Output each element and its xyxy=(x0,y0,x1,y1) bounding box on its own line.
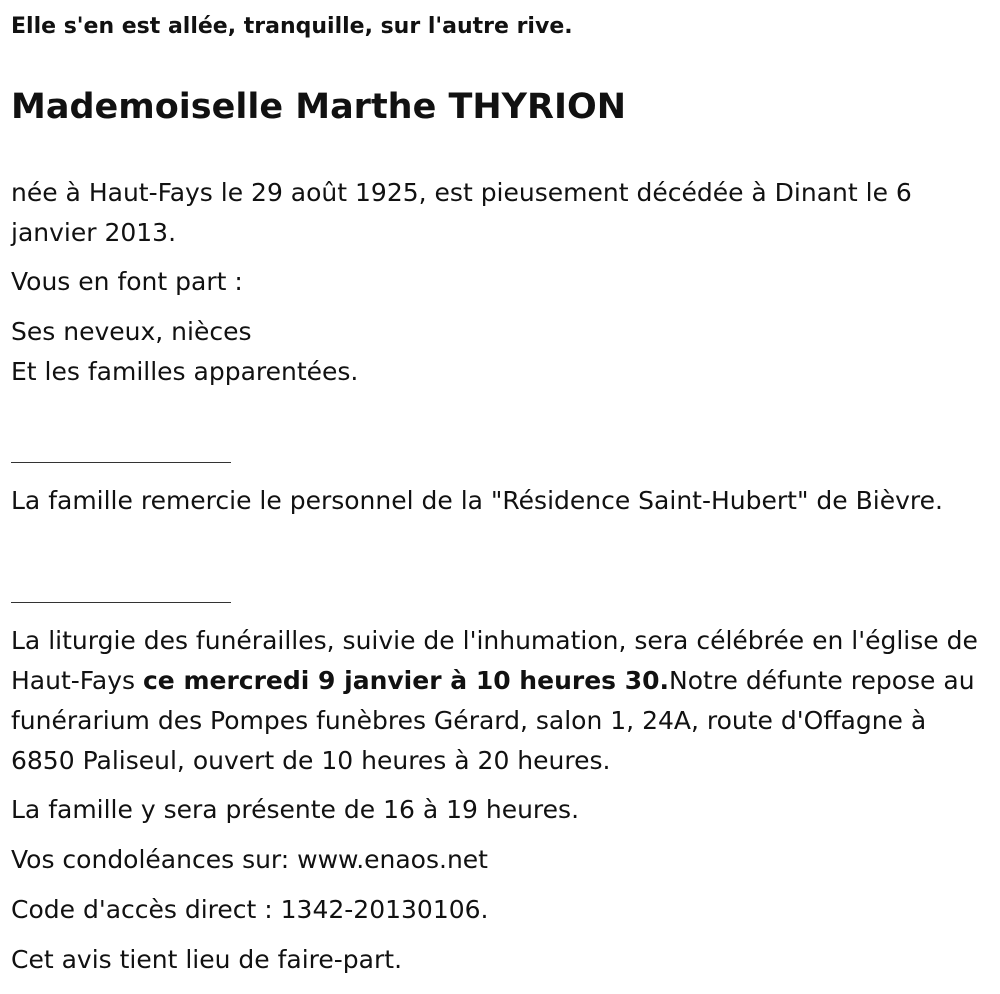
funeral-intro: La liturgie des funérailles, suivie de l'inhumation, sera célébrée en l'église de Haut-Fays xyxy=(11,626,978,695)
funeral-location: Notre défunte repose au funérarium des Pompes funèbres Gérard, salon 1, 24A, route d'Offagne à 6850 Paliseul, ouvert de 10 heures à 20 heures. xyxy=(11,666,975,775)
condolences-text: Vos condoléances sur: www.enaos.net xyxy=(11,845,488,874)
separator-line xyxy=(11,462,231,463)
family-line: Et les familles apparentées. xyxy=(11,357,359,386)
closing-text: Cet avis tient lieu de faire-part. xyxy=(11,945,403,974)
announcers-intro: Vous en font part : xyxy=(11,267,243,296)
birth-death-text: née à Haut-Fays le 29 août 1925, est pieusement décédée à Dinant le 6 janvier 2013. xyxy=(11,178,912,247)
presence-text: La famille y sera présente de 16 à 19 heures. xyxy=(11,795,580,824)
epigraph: Elle s'en est allée, tranquille, sur l'autre rive. xyxy=(11,14,573,39)
separator-line xyxy=(11,602,231,603)
funeral-details xyxy=(11,621,989,781)
family-list xyxy=(11,312,989,392)
funeral-date-time: ce mercredi 9 janvier à 10 heures 30. xyxy=(142,666,670,695)
thanks-text: La famille remercie le personnel de la "Résidence Saint-Hubert" de Bièvre. xyxy=(11,486,943,515)
family-line: Ses neveux, nièces xyxy=(11,317,252,346)
access-code-text: Code d'accès direct : 1342-20130106. xyxy=(11,895,489,924)
deceased-name: Mademoiselle Marthe THYRION xyxy=(11,87,627,127)
